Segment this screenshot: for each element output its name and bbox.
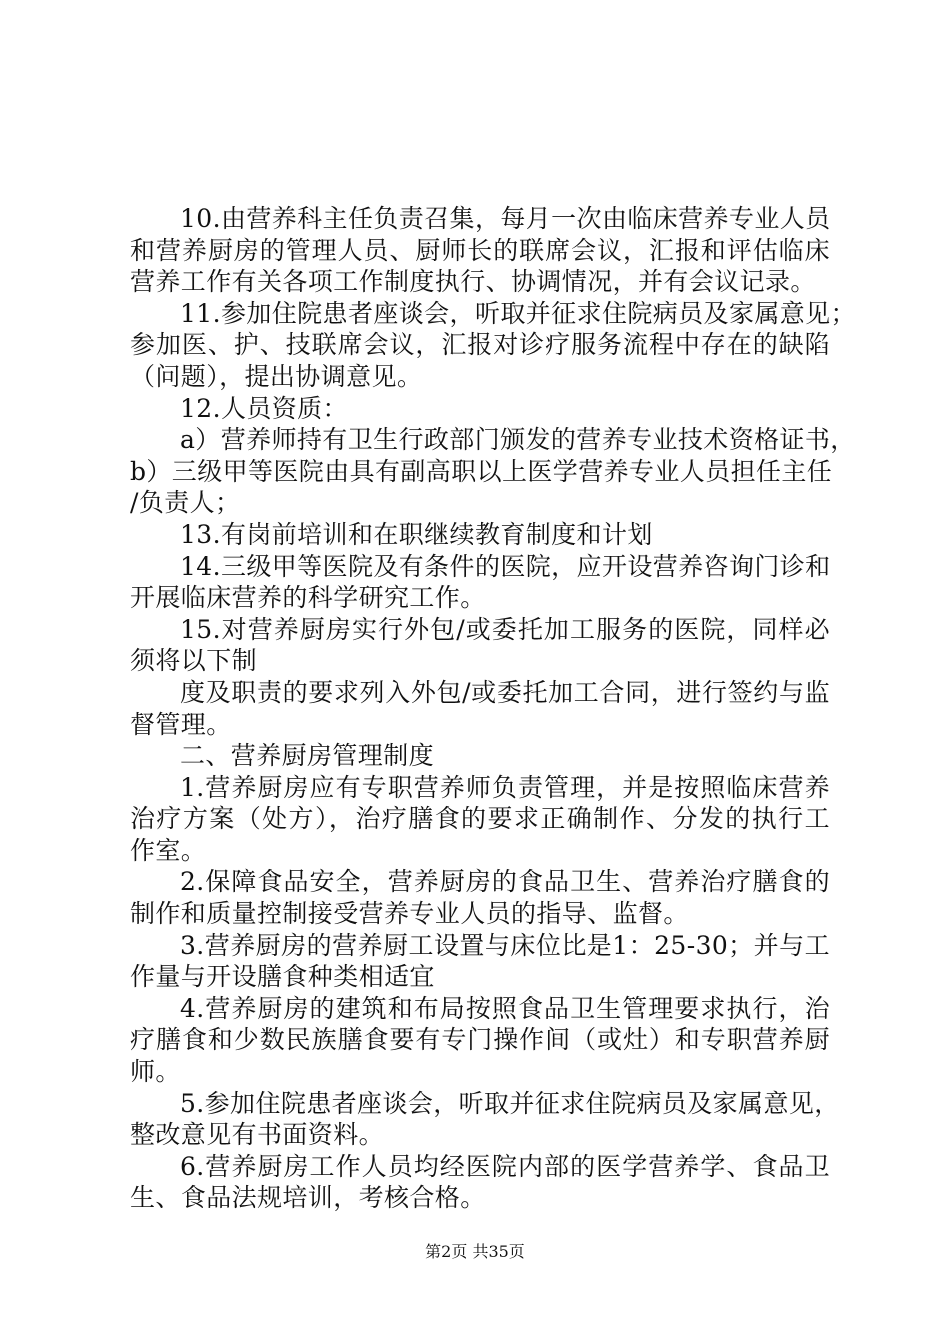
- text-line: 1.营养厨房应有专职营养师负责管理，并是按照临床营养: [180, 772, 830, 802]
- text-line: 作室。: [130, 835, 207, 865]
- text-line: 5.参加住院患者座谈会，听取并征求住院病员及家属意见，: [180, 1088, 840, 1118]
- text-line: 治疗方案（处方），治疗膳食的要求正确制作、分发的执行工: [130, 804, 830, 834]
- text-line: 3.营养厨房的营养厨工设置与床位比是1：25-30；并与工: [180, 930, 830, 960]
- text-line: 整改意见有书面资料。: [130, 1120, 385, 1150]
- text-line: /负责人；: [130, 488, 241, 518]
- text-line: 度及职责的要求列入外包/或委托加工合同，进行签约与监: [180, 677, 830, 707]
- text-line: 督管理。: [130, 709, 232, 739]
- text-line: 13.有岗前培训和在职继续教育制度和计划: [180, 519, 653, 549]
- text-line: a）营养师持有卫生行政部门颁发的营养专业技术资格证书，: [180, 425, 856, 455]
- section-heading: 二、营养厨房管理制度: [180, 741, 435, 771]
- text-line: 师。: [130, 1057, 181, 1087]
- text-line: 须将以下制: [130, 646, 258, 676]
- text-line: 作量与开设膳食种类相适宜: [130, 962, 435, 992]
- text-line: （问题），提出协调意见。: [130, 361, 423, 391]
- text-line: 营养工作有关各项工作制度执行、协调情况，并有会议记录。: [130, 267, 816, 297]
- text-line: 开展临床营养的科学研究工作。: [130, 583, 486, 613]
- text-line: 15.对营养厨房实行外包/或委托加工服务的医院，同样必: [180, 614, 830, 644]
- text-line: 14.三级甲等医院及有条件的医院，应开设营养咨询门诊和: [180, 551, 831, 581]
- text-line: 疗膳食和少数民族膳食要有专门操作间（或灶）和专职营养厨: [130, 1025, 830, 1055]
- text-line: 10.由营养科主任负责召集，每月一次由临床营养专业人员: [180, 204, 831, 233]
- text-line: 6.营养厨房工作人员均经医院内部的医学营养学、食品卫: [180, 1151, 830, 1181]
- text-line: 生、食品法规培训，考核合格。: [130, 1183, 486, 1213]
- text-line: 和营养厨房的管理人员、厨师长的联席会议，汇报和评估临床: [130, 235, 830, 265]
- page-number-footer: 第2页 共35页: [425, 1242, 525, 1261]
- text-line: 11.参加住院患者座谈会，听取并征求住院病员及家属意见；: [180, 298, 856, 328]
- text-line: b）三级甲等医院由具有副高职以上医学营养专业人员担任主任: [130, 456, 833, 486]
- text-line: 2.保障食品安全，营养厨房的食品卫生、营养治疗膳食的: [180, 867, 830, 897]
- text-line: 12.人员资质：: [180, 393, 348, 423]
- text-line: 制作和质量控制接受营养专业人员的指导、监督。: [130, 899, 689, 929]
- document-body: [130, 203, 856, 1214]
- text-line: 4.营养厨房的建筑和布局按照食品卫生管理要求执行，治: [180, 993, 830, 1023]
- text-line: 参加医、护、技联席会议，汇报对诊疗服务流程中存在的缺陷: [130, 330, 830, 360]
